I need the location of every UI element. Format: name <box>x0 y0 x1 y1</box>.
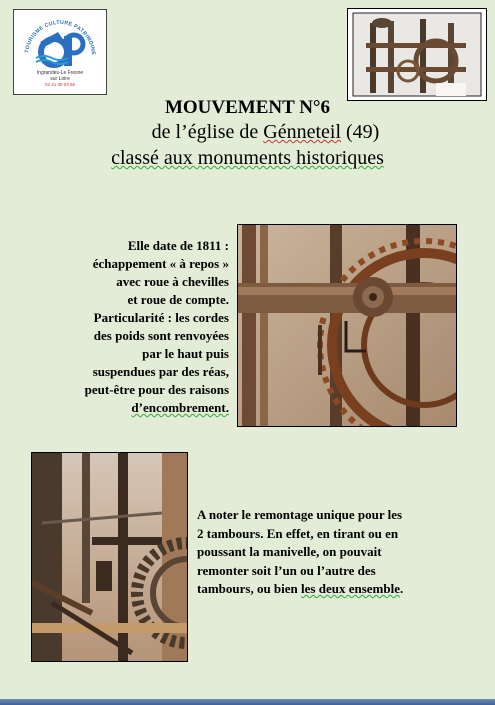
text-line: poussant la manivelle, on pouvait <box>197 544 382 559</box>
clock-movement-photo-top <box>347 8 487 101</box>
logo-location-line2: sur Loire <box>50 76 70 82</box>
classification-text: classé aux monuments historiques <box>111 147 384 169</box>
tcp-logo <box>13 9 107 95</box>
logo-phone: 02 41 39 03 66 <box>44 82 76 87</box>
text-line: avec roue à chevilles <box>116 274 229 289</box>
text-line: Particularité : les cordes <box>93 310 229 325</box>
line-suffix: . <box>399 581 404 596</box>
tcp-logo-graphic <box>14 10 106 94</box>
clock-mechanism-thumbnail <box>348 9 486 100</box>
text-line: des poids sont renvoyées <box>93 328 229 343</box>
tcp-letters-icon <box>36 32 83 66</box>
description-paragraph-2 <box>197 506 442 599</box>
text-line: suspendues par des réas, <box>92 364 229 379</box>
squiggle-words: les deux ensemble <box>301 581 400 596</box>
escapement-wheel-image <box>238 225 456 426</box>
line-prefix: tambours, ou bien <box>197 581 302 596</box>
text-line: A noter le remontage unique pour les <box>197 507 403 522</box>
page-subtitle-church <box>18 121 495 144</box>
text-line <box>54 399 229 417</box>
description-paragraph-1 <box>54 237 229 417</box>
bottom-bar <box>0 699 495 705</box>
escapement-wheel-photo <box>237 224 457 427</box>
squiggle-word: d’encombrement. <box>131 400 229 415</box>
text-line: 2 tambours. En effet, en tirant ou en <box>197 525 399 541</box>
text-line: échappement « à repos » <box>92 256 229 271</box>
text-line: peut-être pour des raisons <box>84 382 229 397</box>
page-subtitle-classification <box>0 147 495 170</box>
subtitle-prefix: de l’église de <box>151 121 264 143</box>
subtitle-suffix: (49) <box>341 121 380 143</box>
winding-crank-photo <box>31 452 188 662</box>
page-title: MOUVEMENT N°6 <box>164 97 331 118</box>
text-line: et roue de compte. <box>127 292 229 307</box>
winding-crank-image <box>32 453 187 661</box>
logo-arc-text: TOURISME CULTURE PATRIMOINE <box>24 19 97 56</box>
text-line: remonter soit l’un ou l’autre des <box>197 562 376 578</box>
text-line: Elle date de 1811 : <box>127 238 229 253</box>
text-line: par le haut puis <box>142 346 229 361</box>
text-line <box>197 580 442 599</box>
logo-location-line1: Ingrandes-Le Fresne <box>36 70 84 76</box>
subtitle-place: Génneteil <box>263 121 342 143</box>
